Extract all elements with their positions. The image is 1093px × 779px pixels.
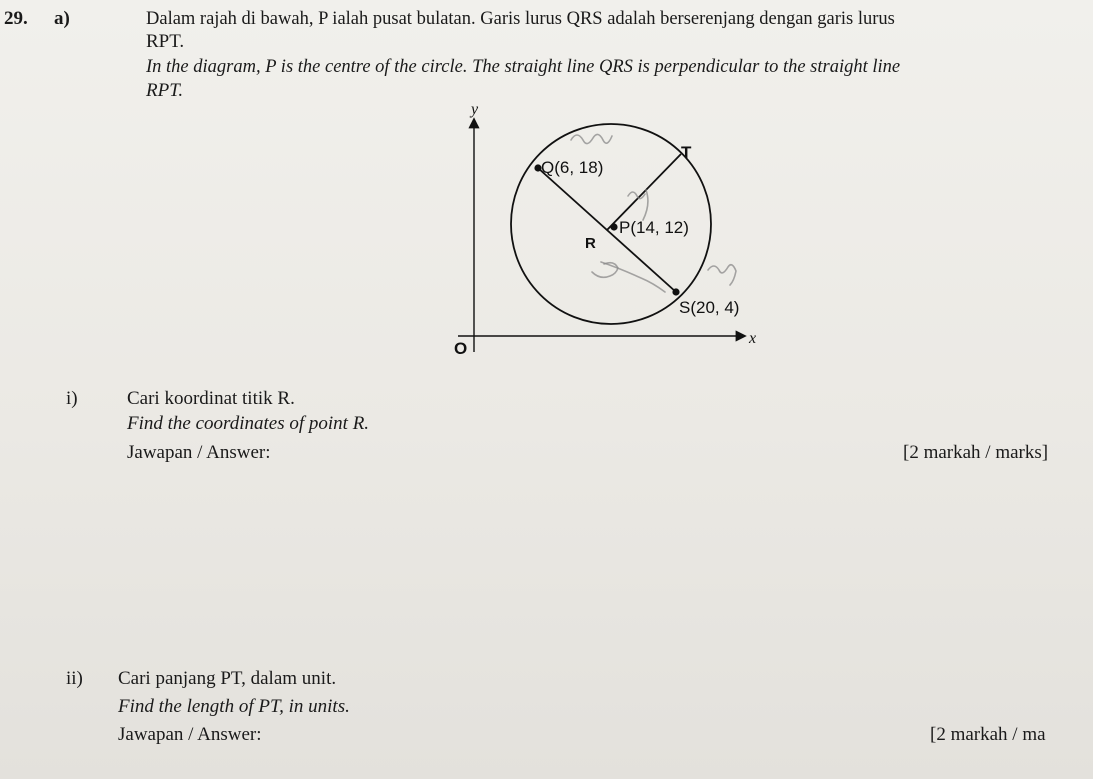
part-i-answer-label: Jawapan / Answer:	[127, 442, 271, 463]
part-ii-question-malay: Cari panjang PT, dalam unit.	[118, 668, 337, 689]
part-i-number: i)	[66, 388, 78, 409]
part-ii-marks: [2 markah / ma	[930, 724, 1046, 745]
point-r-label: R	[585, 235, 596, 252]
question-stem-malay-line2: RPT.	[146, 31, 185, 52]
part-ii-number: ii)	[66, 668, 83, 689]
question-stem-english-line2: RPT.	[146, 80, 184, 101]
part-ii-question-english: Find the length of PT, in units.	[118, 696, 350, 717]
question-number: 29.	[4, 8, 28, 29]
point-p-label: P(14, 12)	[619, 218, 689, 237]
question-stem-english-line1: In the diagram, P is the centre of the circle. The straight line QRS is perpendicular to the straight line	[146, 57, 901, 77]
part-i-question-malay: Cari koordinat titik R.	[127, 388, 295, 409]
question-stem-malay-line1: Dalam rajah di bawah, P ialah pusat bulatan. Garis lurus QRS adalah berserenjang dengan garis lurus	[146, 9, 895, 29]
part-ii-answer-label: Jawapan / Answer:	[118, 724, 262, 745]
part-i-marks: [2 markah / marks]	[903, 442, 1049, 463]
point-q-label: Q(6, 18)	[541, 158, 604, 177]
y-axis-label: y	[471, 101, 479, 118]
point-s-label: S(20, 4)	[679, 298, 740, 317]
x-axis-label: x	[749, 330, 757, 347]
part-i-question-english: Find the coordinates of point R.	[127, 413, 370, 434]
origin-label: O	[454, 339, 468, 358]
question-part-label: a)	[54, 8, 70, 29]
point-p-dot	[610, 223, 617, 230]
point-t-label: T	[681, 143, 692, 162]
point-s-dot	[672, 288, 679, 295]
